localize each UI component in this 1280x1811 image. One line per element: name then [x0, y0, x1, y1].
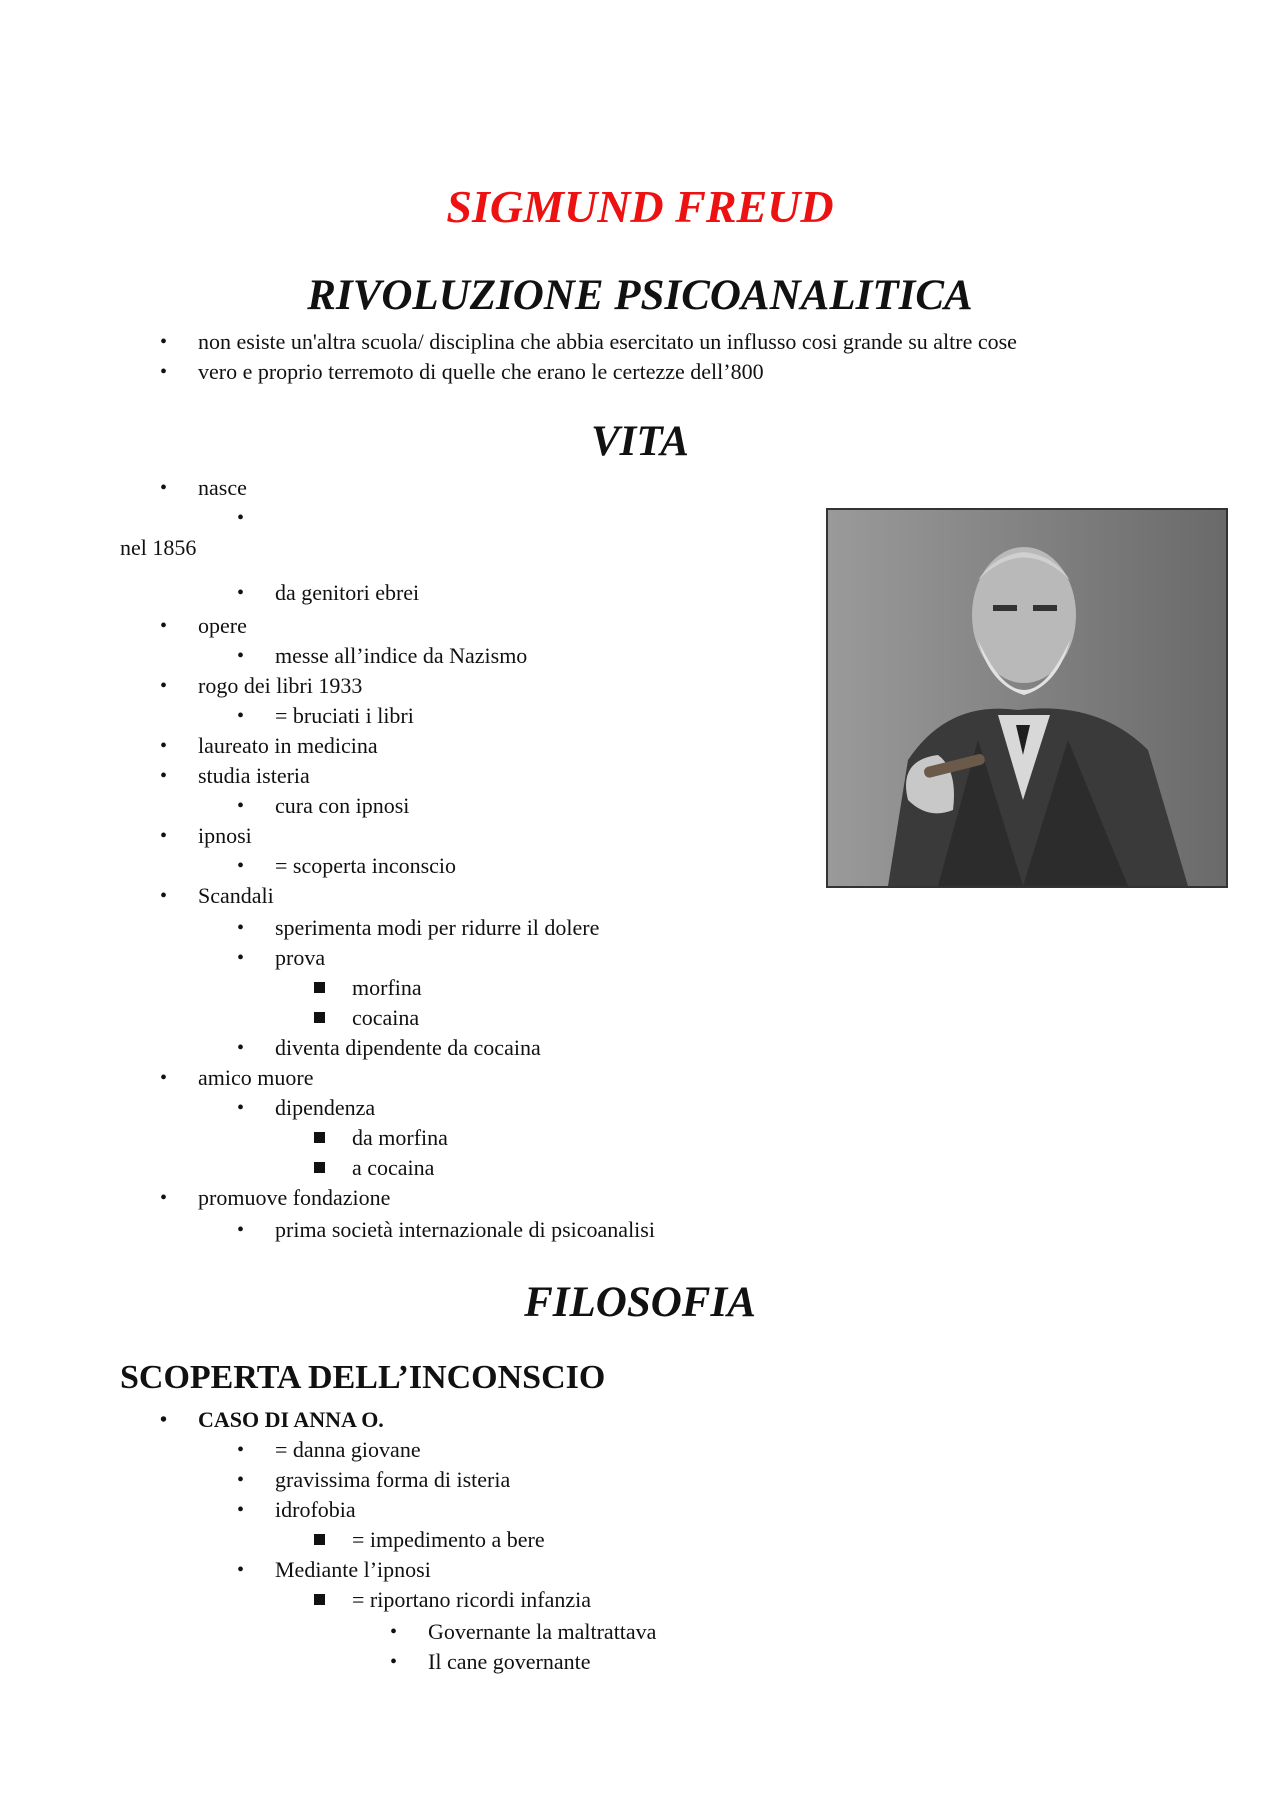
freud-portrait-image — [826, 508, 1228, 888]
heading-filosofia: FILOSOFIA — [524, 1279, 756, 1326]
portrait-illustration — [828, 510, 1226, 886]
list-text: nel 1856 — [120, 535, 197, 560]
heading-rivoluzione: RIVOLUZIONE PSICOANALITICA — [307, 272, 973, 319]
document-title: SIGMUND FREUD — [446, 181, 834, 232]
heading-vita: VITA — [591, 418, 689, 465]
subheading-scoperta-inconscio: SCOPERTA DELL’INCONSCIO — [120, 1359, 606, 1396]
